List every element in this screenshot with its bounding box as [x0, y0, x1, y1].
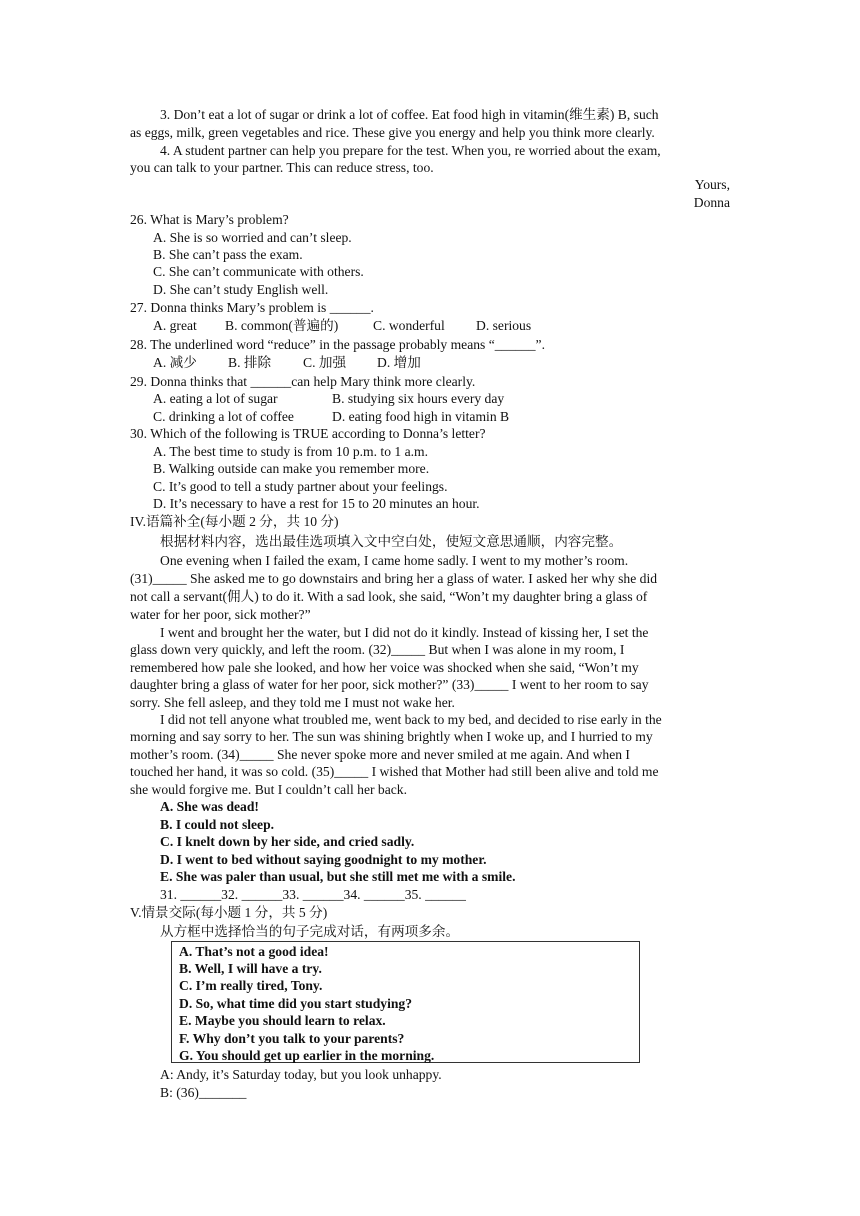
- passage-line: she would forgive me. But I couldn’t call her back.: [130, 782, 407, 797]
- tip-4-line-1: 4. A student partner can help you prepare for the test. When you, re worried about the exam,: [160, 143, 661, 158]
- section-4-heading: IV.语篇补全(每小题 2 分，共 10 分): [130, 514, 339, 529]
- question-29-option-c: C. drinking a lot of coffee: [153, 409, 294, 424]
- tip-3-line-2: as eggs, milk, green vegetables and rice. These give you energy and help you think more clearly.: [130, 125, 655, 140]
- passage-line: I did not tell anyone what troubled me, went back to my bed, and decided to rise early in the: [160, 712, 662, 727]
- question-29-option-b: B. studying six hours every day: [332, 391, 505, 406]
- box-option-g: G. You should get up earlier in the morning.: [179, 1048, 435, 1063]
- tip-3-line-1: 3. Don’t eat a lot of sugar or drink a lot of coffee. Eat food high in vitamin(维生素) B, such: [160, 107, 659, 122]
- question-26-option-a: A. She is so worried and can’t sleep.: [153, 230, 352, 245]
- passage-line: mother’s room. (34)_____ She never spoke more and never smiled at me again. And when I: [130, 747, 630, 762]
- passage-line: I went and brought her the water, but I did not do it kindly. Instead of kissing her, I set the: [160, 625, 649, 640]
- passage-line: (31)_____ She asked me to go downstairs and bring her a glass of water. I asked her why she did: [130, 571, 658, 586]
- question-29-option-a: A. eating a lot of sugar: [153, 391, 278, 406]
- question-30-option-d: D. It’s necessary to have a rest for 15 to 20 minutes an hour.: [153, 496, 480, 511]
- box-option-c: C. I’m really tired, Tony.: [179, 978, 323, 993]
- question-28-option-a: A. 减少: [153, 355, 197, 370]
- passage-line: One evening when I failed the exam, I came home sadly. I went to my mother’s room.: [160, 553, 629, 568]
- question-27-option-d: D. serious: [476, 318, 532, 333]
- letter-signature: Donna: [693, 195, 730, 210]
- question-28-stem: 28. The underlined word “reduce” in the passage probably means “______”.: [130, 337, 545, 352]
- passage-line: water for her poor, sick mother?”: [130, 607, 311, 622]
- question-29-option-d: D. eating food high in vitamin B: [332, 409, 510, 424]
- passage-line: daughter bring a glass of water for her poor, sick mother?” (33)_____ I went to her room to say: [130, 677, 649, 692]
- question-28-option-d: D. 增加: [377, 355, 421, 370]
- question-30-stem: 30. Which of the following is TRUE according to Donna’s letter?: [130, 426, 486, 441]
- question-27-option-b: B. common(普遍的): [225, 318, 339, 333]
- section-5-heading: V.情景交际(每小题 1 分，共 5 分): [130, 905, 328, 920]
- passage-line: not call a servant(佣人) to do it. With a sad look, she said, “Won’t my daughter bring a glass of: [130, 589, 648, 604]
- tip-4-line-2: you can talk to your partner. This can reduce stress, too.: [130, 160, 434, 175]
- letter-closing: Yours,: [694, 177, 730, 192]
- passage-line: morning and say sorry to her. The sun was shining brightly when I woke up, and I hurried to my: [130, 729, 653, 744]
- section-4-answer-line: 31. ______32. ______33. ______34. ______35. ______: [160, 887, 466, 902]
- section-4-choice-a: A. She was dead!: [160, 799, 259, 814]
- box-option-a: A. That’s not a good idea!: [179, 944, 329, 959]
- passage-line: touched her hand, it was so cold. (35)_____ I wished that Mother had still been alive and told me: [130, 764, 659, 779]
- question-28-option-b: B. 排除: [228, 355, 272, 370]
- section-4-choice-d: D. I went to bed without saying goodnight to my mother.: [160, 852, 487, 867]
- question-26-option-b: B. She can’t pass the exam.: [153, 247, 303, 262]
- dialogue-line-b: B: (36)_______: [160, 1085, 247, 1100]
- section-4-choice-e: E. She was paler than usual, but she still met me with a smile.: [160, 869, 516, 884]
- section-4-instruction: 根据材料内容，选出最佳选项填入文中空白处，使短文意思通顺，内容完整。: [160, 534, 623, 549]
- question-26-option-c: C. She can’t communicate with others.: [153, 264, 364, 279]
- question-26-option-d: D. She can’t study English well.: [153, 282, 329, 297]
- question-30-option-a: A. The best time to study is from 10 p.m. to 1 a.m.: [153, 444, 429, 459]
- question-27-option-a: A. great: [153, 318, 197, 333]
- passage-line: sorry. She fell asleep, and they told me I must not wake her.: [130, 695, 455, 710]
- question-30-option-c: C. It’s good to tell a study partner about your feelings.: [153, 479, 448, 494]
- dialogue-line-a: A: Andy, it’s Saturday today, but you look unhappy.: [160, 1067, 442, 1082]
- question-26-stem: 26. What is Mary’s problem?: [130, 212, 289, 227]
- passage-line: remembered how pale she looked, and how her voice was shocked when she said, “Won’t my: [130, 660, 639, 675]
- question-30-option-b: B. Walking outside can make you remember more.: [153, 461, 430, 476]
- passage-line: glass down very quickly, and left the room. (32)_____ But when I was alone in my room, I: [130, 642, 625, 657]
- section-4-choice-b: B. I could not sleep.: [160, 817, 275, 832]
- section-5-instruction: 从方框中选择恰当的句子完成对话，有两项多余。: [160, 924, 460, 939]
- question-29-stem: 29. Donna thinks that ______can help Mary think more clearly.: [130, 374, 476, 389]
- box-option-e: E. Maybe you should learn to relax.: [179, 1013, 386, 1028]
- box-option-b: B. Well, I will have a try.: [179, 961, 322, 976]
- question-27-stem: 27. Donna thinks Mary’s problem is ______.: [130, 300, 374, 315]
- question-27-option-c: C. wonderful: [373, 318, 445, 333]
- box-option-d: D. So, what time did you start studying?: [179, 996, 413, 1011]
- question-28-option-c: C. 加强: [303, 355, 347, 370]
- box-option-f: F. Why don’t you talk to your parents?: [179, 1031, 405, 1046]
- section-4-choice-c: C. I knelt down by her side, and cried sadly.: [160, 834, 415, 849]
